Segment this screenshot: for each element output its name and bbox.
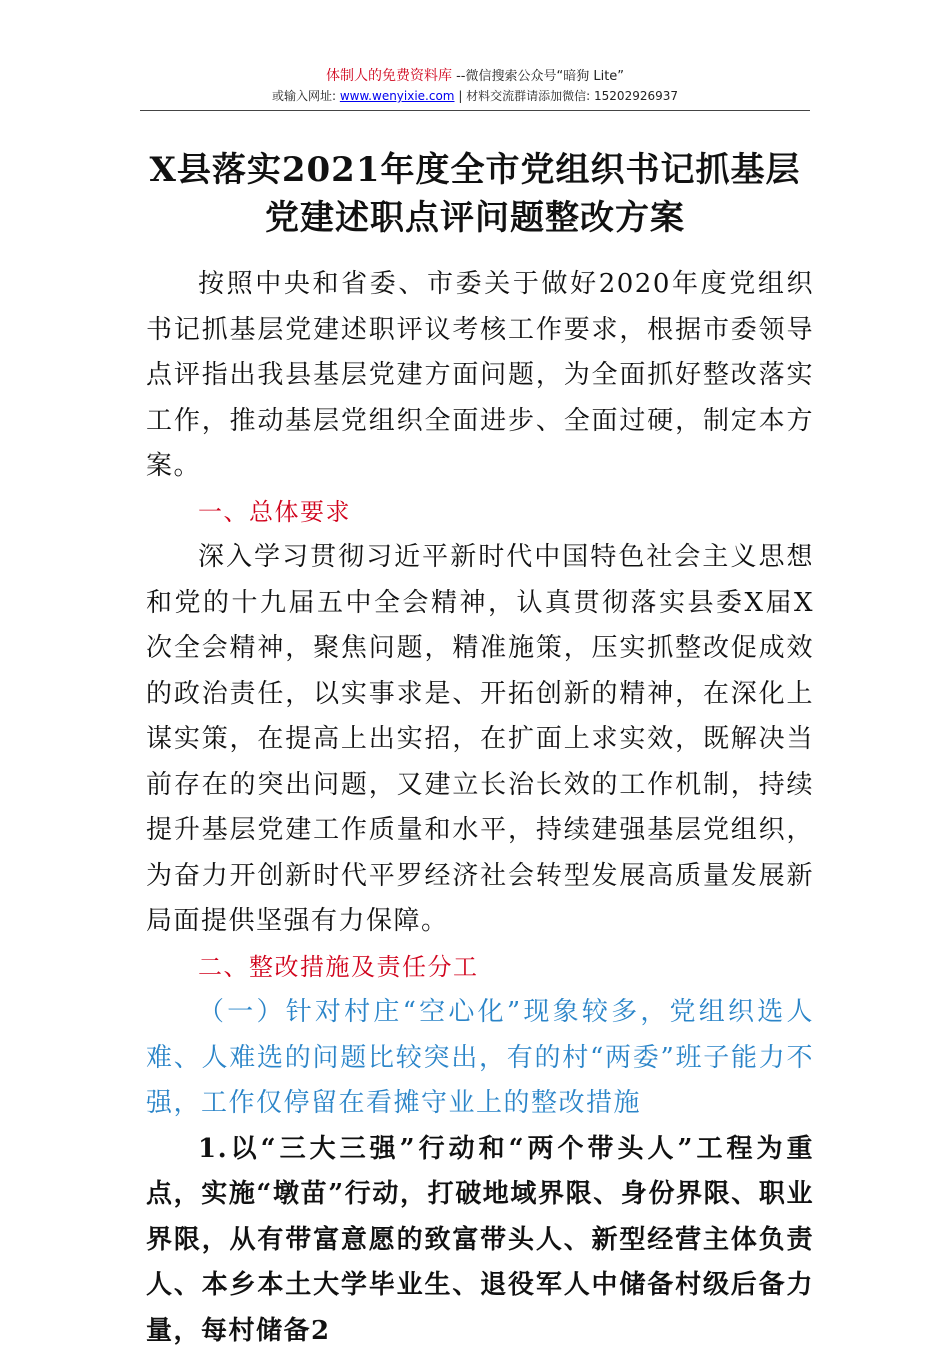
header-line-2	[140, 87, 810, 105]
header-divider	[140, 110, 810, 111]
measure-item-1: 1.以“三大三强”行动和“两个带头人”工程为重点，实施“墩苗”行动，打破地域界限、身份界限、职业界限，从有带富意愿的致富带头人、新型经营主体负责人、本乡本土大学毕业生、退役军人中储备村级后备力量，每村储备2	[146, 1127, 814, 1354]
document-body	[146, 262, 814, 1354]
intro-paragraph: 按照中央和省委、市委关于做好2020年度党组织书记抓基层党建述职评议考核工作要求，根据市委领导点评指出我县基层党建方面问题，为全面抓好整改落实工作，推动基层党组织全面进步、全面过硬，制定本方案。	[146, 262, 814, 490]
header-url-link[interactable]: www.wenyixie.com	[340, 89, 455, 103]
header-line-1	[140, 66, 810, 87]
subsection-heading-1: （一）针对村庄“空心化”现象较多，党组织选人难、人难选的问题比较突出，有的村“两委”班子能力不强，工作仅停留在看摊守业上的整改措施	[146, 990, 814, 1127]
section-1-paragraph: 深入学习贯彻习近平新时代中国特色社会主义思想和党的十九届五中全会精神，认真贯彻落实县委X届X次全会精神，聚焦问题，精准施策，压实抓整改促成效的政治责任，以实事求是、开拓创新的精神，在深化上谋实策，在提高上出实招，在扩面上求实效，既解决当前存在的突出问题，又建立长治长效的工作机制，持续提升基层党建工作质量和水平，持续建强基层党组织，为奋力开创新时代平罗经济社会转型发展高质量发展新局面提供坚强有力保障。	[146, 535, 814, 945]
title-line-1: X县落实2021年度全市党组织书记抓基层	[140, 146, 810, 194]
title-line-2: 党建述职点评问题整改方案	[140, 194, 810, 242]
header-note: --微信搜索公众号“暗狗 Lite”	[452, 69, 624, 84]
header-url-prefix: 或输入网址:	[272, 89, 340, 103]
section-heading-2: 二、整改措施及责任分工	[146, 945, 814, 991]
document-title	[140, 146, 810, 242]
document-header	[140, 66, 810, 105]
section-heading-1: 一、总体要求	[146, 490, 814, 536]
header-brand: 体制人的免费资料库	[326, 68, 452, 84]
header-contact: | 材料交流群请添加微信: 15202926937	[455, 89, 679, 103]
